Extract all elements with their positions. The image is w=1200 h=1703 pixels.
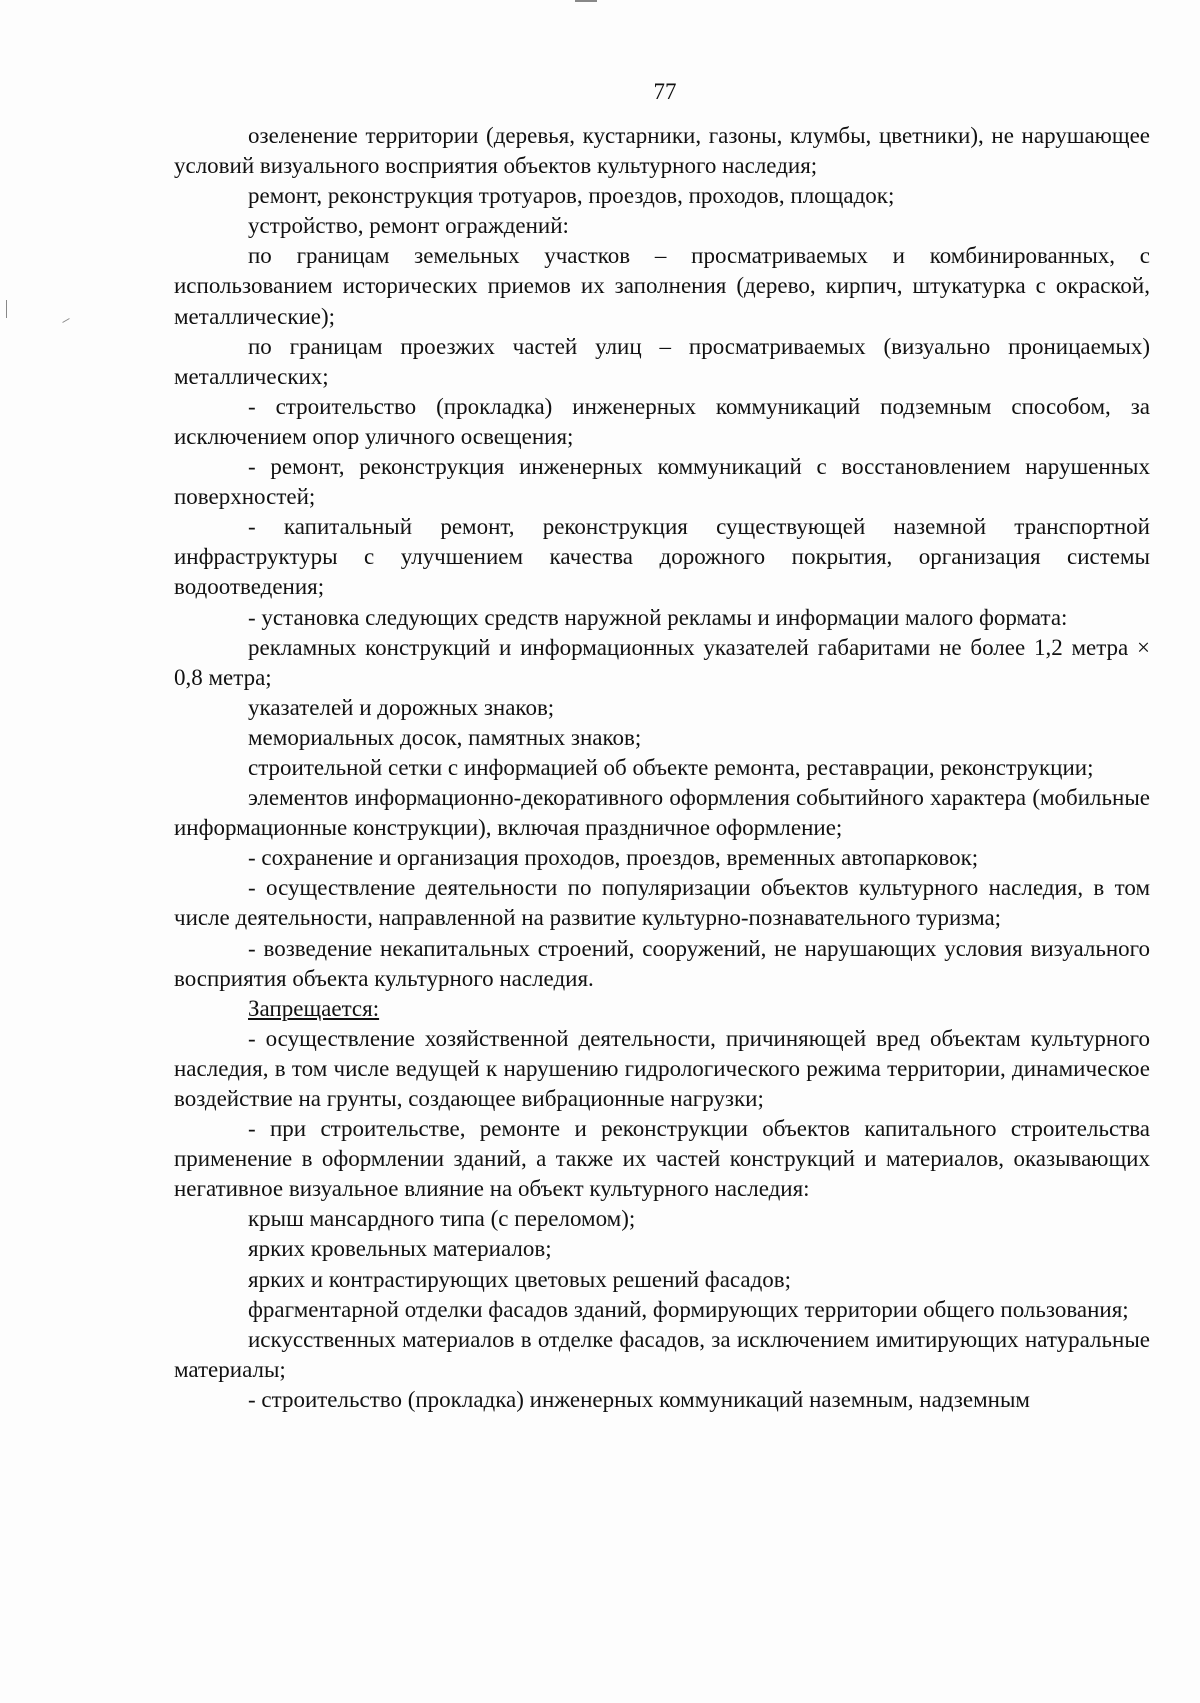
paragraph: по границам проезжих частей улиц – просматриваемых (визуально проницаемых) металлических; — [174, 333, 1150, 389]
paragraph: - осуществление деятельности по популяризации объектов культурного наследия, в том числе деятельности, направленной на развитие культурно-познавательного туризма; — [174, 875, 1150, 931]
paragraph: ярких и контрастирующих цветовых решений фасадов; — [248, 1266, 792, 1292]
paragraph: крыш мансардного типа (с переломом); — [248, 1206, 636, 1232]
paragraph: - ремонт, реконструкция инженерных коммуникаций с восстановлением нарушенных поверхностей; — [174, 454, 1150, 510]
paragraph: мемориальных досок, памятных знаков; — [248, 724, 642, 750]
paragraph: искусственных материалов в отделке фасадов, за исключением имитирующих натуральные материалы; — [174, 1326, 1150, 1382]
paragraph: указателей и дорожных знаков; — [248, 694, 555, 720]
paragraph: элементов информационно-декоративного оформления событийного характера (мобильные информационные конструкции), включая праздничное оформление; — [174, 785, 1150, 841]
paragraph: - возведение некапитальных строений, сооружений, не нарушающих условия визуального восприятия объекта культурного наследия. — [174, 935, 1150, 991]
prohibited-heading — [174, 994, 1150, 1024]
paragraph: ремонт, реконструкция тротуаров, проездов, проходов, площадок; — [248, 183, 895, 209]
scan-artifact — [575, 0, 597, 2]
paragraph: - установка следующих средств наружной рекламы и информации малого формата: — [248, 604, 1068, 630]
page-number: 77 — [653, 79, 677, 104]
paragraph: - строительство (прокладка) инженерных коммуникаций подземным способом, за исключением опор уличного освещения; — [174, 393, 1150, 449]
scan-artifact — [6, 300, 7, 318]
scan-artifact — [62, 318, 69, 323]
paragraph: по границам земельных участков – просматриваемых и комбинированных, с использованием исторических приемов их заполнения (дерево, кирпич, штукатурка с окраской, металлические); — [174, 243, 1150, 329]
paragraph: устройство, ремонт ограждений: — [248, 213, 569, 239]
paragraph: - капитальный ремонт, реконструкция существующей наземной транспортной инфраструктуры с улучшением качества дорожного покрытия, организация системы водоотведения; — [174, 514, 1150, 600]
paragraph: ярких кровельных материалов; — [248, 1236, 552, 1262]
prohibited-heading-text: Запрещается: — [248, 995, 380, 1021]
paragraph: - осуществление хозяйственной деятельности, причиняющей вред объектам культурного наследия, в том числе ведущей к нарушению гидрологического режима территории, динамическое воздействие на грунты, создающее вибрационные нагрузки; — [174, 1025, 1150, 1111]
paragraph: рекламных конструкций и информационных указателей габаритами не более 1,2 метра × 0,8 метра; — [174, 634, 1150, 690]
document-body — [174, 121, 1150, 1415]
paragraph: - при строительстве, ремонте и реконструкции объектов капитального строительства применение в оформлении зданий, а также их частей конструкций и материалов, оказывающих негативное визуальное влияние на объект культурного наследия: — [174, 1116, 1150, 1202]
paragraph: - сохранение и организация проходов, проездов, временных автопарковок; — [248, 845, 979, 871]
paragraph: строительной сетки с информацией об объекте ремонта, реставрации, реконструкции; — [248, 754, 1094, 780]
paragraph: озеленение территории (деревья, кустарники, газоны, клумбы, цветники), не нарушающее условий визуального восприятия объектов культурного наследия; — [174, 123, 1150, 179]
paragraph: фрагментарной отделки фасадов зданий, формирующих территории общего пользования; — [248, 1296, 1129, 1322]
paragraph: - строительство (прокладка) инженерных коммуникаций наземным, надземным — [248, 1386, 1030, 1412]
